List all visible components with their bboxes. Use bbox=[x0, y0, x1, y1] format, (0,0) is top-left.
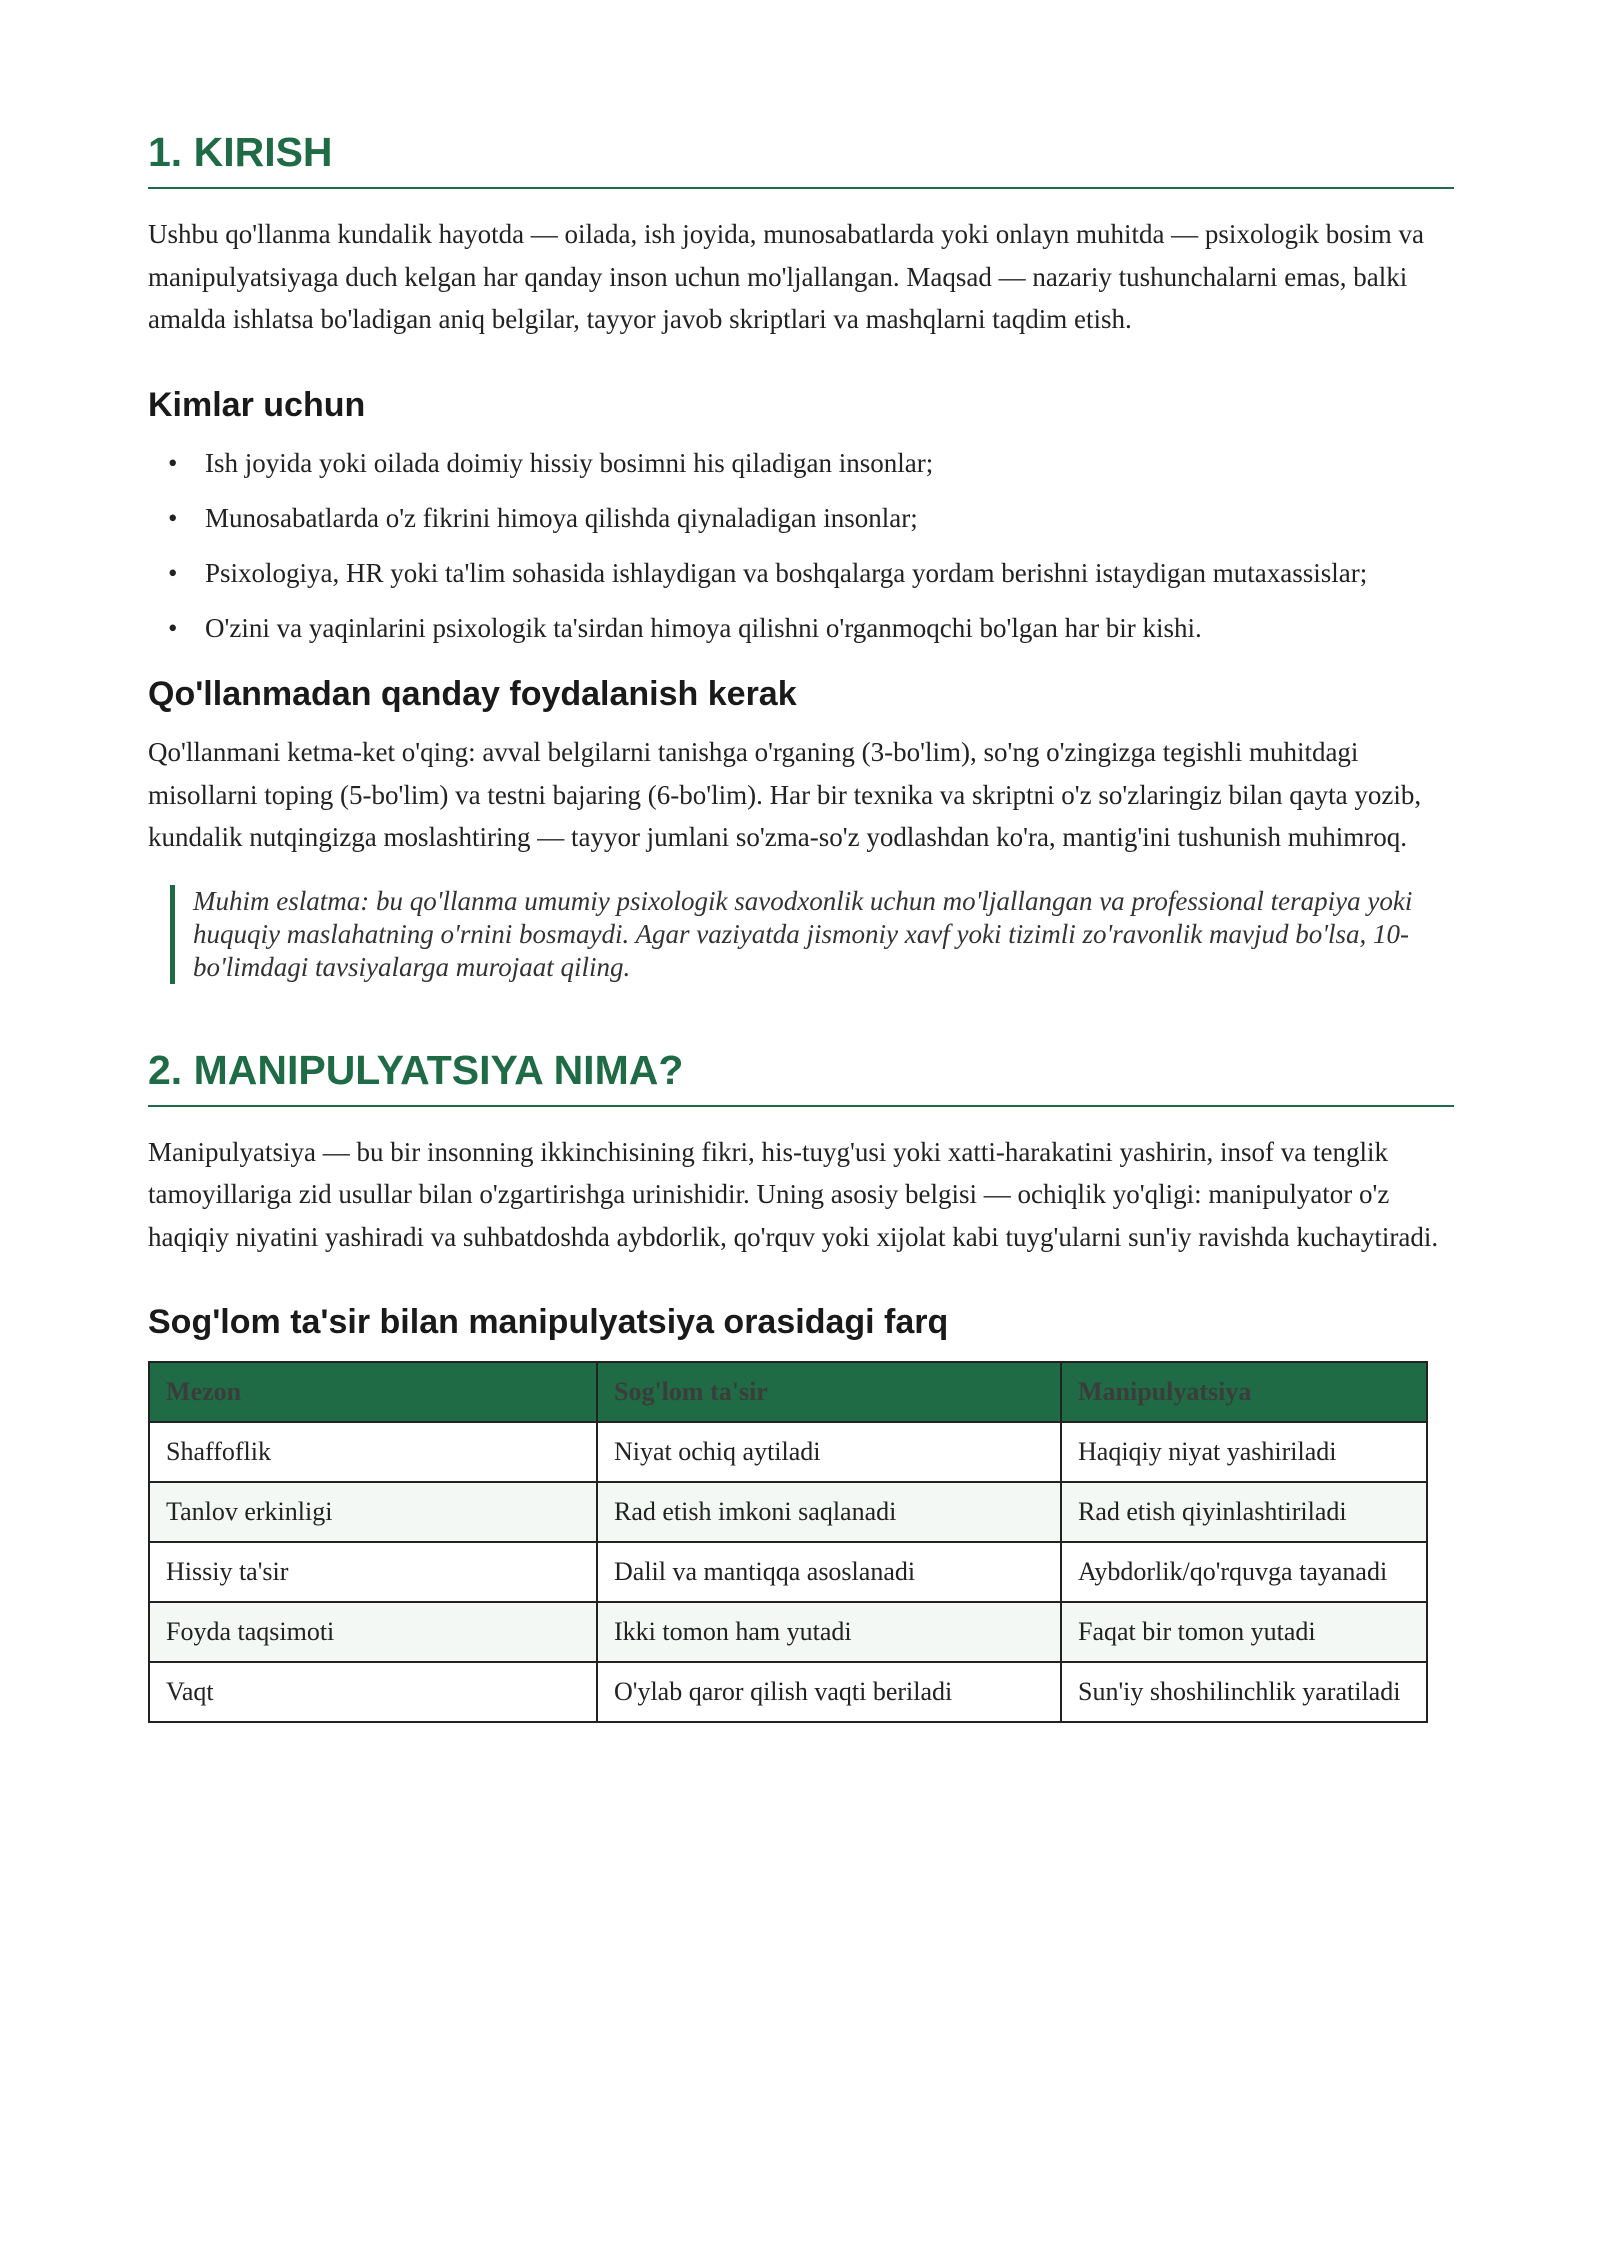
table-cell: Faqat bir tomon yutadi bbox=[1061, 1602, 1427, 1662]
table-cell: O'ylab qaror qilish vaqti beriladi bbox=[597, 1662, 1061, 1722]
table-row bbox=[149, 1482, 1427, 1542]
table-cell: Dalil va mantiqqa asoslanadi bbox=[597, 1542, 1061, 1602]
bullet-icon: • bbox=[168, 558, 178, 589]
table-row bbox=[149, 1662, 1427, 1722]
table-row bbox=[149, 1422, 1427, 1482]
table-cell: Rad etish qiyinlashtiriladi bbox=[1061, 1482, 1427, 1542]
section-2-intro: Manipulyatsiya — bu bir insonning ikkinchisining fikri, his-tuyg'usi yoki xatti-harakatini yashirin, insof va tenglik tamoyillariga zid usullar bilan o'zgartirishga urinishidir. Uning asosiy belgisi — ochiqlik yo'qligi: manipulyator o'z haqiqiy niyatini yashiradi va suhbatdoshda aybdorlik, qo'rquv yoki xijolat kabi tuyg'ularni sun'iy ravishda kuchaytiradi. bbox=[148, 1136, 1439, 1252]
bullet-icon: • bbox=[168, 448, 178, 479]
table-header-row bbox=[149, 1362, 1427, 1422]
table-header-cell: Manipulyatsiya bbox=[1061, 1362, 1427, 1422]
table-cell: Niyat ochiq aytiladi bbox=[597, 1422, 1061, 1482]
document-page bbox=[148, 130, 1454, 1723]
table-cell: Vaqt bbox=[149, 1662, 597, 1722]
list-item: • Munosabatlarda o'z fikrini himoya qilishda qiynaladigan insonlar; bbox=[148, 498, 1454, 538]
bullet-icon: • bbox=[168, 503, 178, 534]
table-header-cell: Mezon bbox=[149, 1362, 597, 1422]
usage-text: Qo'llanmani ketma-ket o'qing: avval belgilarni tanishga o'rganing (3-bo'lim), so'ng o'zingizga tegishli muhitdagi misollarni toping (5-bo'lim) va testni bajaring (6-bo'lim). Har bir texnika va skriptni o'z so'zlaringiz bilan qayta yozib, kundalik nutqingizga moslashtiring — tayyor jumlani so'zma-so'z yodlashdan ko'ra, mantig'ini tushunish muhimroq. bbox=[148, 737, 1422, 853]
section-1-intro: Ushbu qo'llanma kundalik hayotda — oilada, ish joyida, munosabatlarda yoki onlayn muhitda — psixologik bosim va manipulyatsiyaga duch kelgan har qanday inson uchun mo'ljallangan. Maqsad — nazariy tushunchalarni emas, balki amalda ishlatsa bo'ladigan aniq belgilar, tayyor javob skriptlari va mashqlarni taqdim etish. bbox=[148, 219, 1424, 335]
table-row bbox=[149, 1602, 1427, 1662]
list-item: • O'zini va yaqinlarini psixologik ta'sirdan himoya qilishni o'rganmoqchi bo'lgan har bir kishi. bbox=[148, 608, 1454, 648]
table-cell: Tanlov erkinligi bbox=[149, 1482, 597, 1542]
section-2-title: 2. MANIPULYATSIYA NIMA? bbox=[148, 1048, 1454, 1107]
list-item: • Ish joyida yoki oilada doimiy hissiy bosimni his qiladigan insonlar; bbox=[148, 443, 1454, 483]
audience-heading: Kimlar uchun bbox=[148, 385, 366, 424]
comparison-table bbox=[148, 1361, 1428, 1723]
table-cell: Rad etish imkoni saqlanadi bbox=[597, 1482, 1061, 1542]
table-cell: Aybdorlik/qo'rquvga tayanadi bbox=[1061, 1542, 1427, 1602]
comparison-table-heading: Sog'lom ta'sir bilan manipulyatsiya orasidagi farq bbox=[148, 1303, 949, 1342]
table-cell: Haqiqiy niyat yashiriladi bbox=[1061, 1422, 1427, 1482]
list-item: • Psixologiya, HR yoki ta'lim sohasida ishlaydigan va boshqalarga yordam berishni istaydigan mutaxassislar; bbox=[148, 553, 1454, 593]
table-cell: Shaffoflik bbox=[149, 1422, 597, 1482]
important-note: Muhim eslatma: bu qo'llanma umumiy psixologik savodxonlik uchun mo'ljallangan va professional terapiya yoki huquqiy maslahatning o'rnini bosmaydi. Agar vaziyatda jismoniy xavf yoki tizimli zo'ravonlik mavjud bo'lsa, 10-bo'limdagi tavsiyalarga murojaat qiling. bbox=[170, 885, 1454, 984]
table-cell: Hissiy ta'sir bbox=[149, 1542, 597, 1602]
table-row bbox=[149, 1542, 1427, 1602]
bullet-icon: • bbox=[168, 613, 178, 644]
usage-heading: Qo'llanmadan qanday foydalanish kerak bbox=[148, 675, 797, 714]
table-cell: Sun'iy shoshilinchlik yaratiladi bbox=[1061, 1662, 1427, 1722]
audience-list bbox=[148, 443, 1454, 648]
table-cell: Foyda taqsimoti bbox=[149, 1602, 597, 1662]
section-1-title: 1. KIRISH bbox=[148, 130, 1454, 189]
table-header-cell: Sog'lom ta'sir bbox=[597, 1362, 1061, 1422]
table-cell: Ikki tomon ham yutadi bbox=[597, 1602, 1061, 1662]
